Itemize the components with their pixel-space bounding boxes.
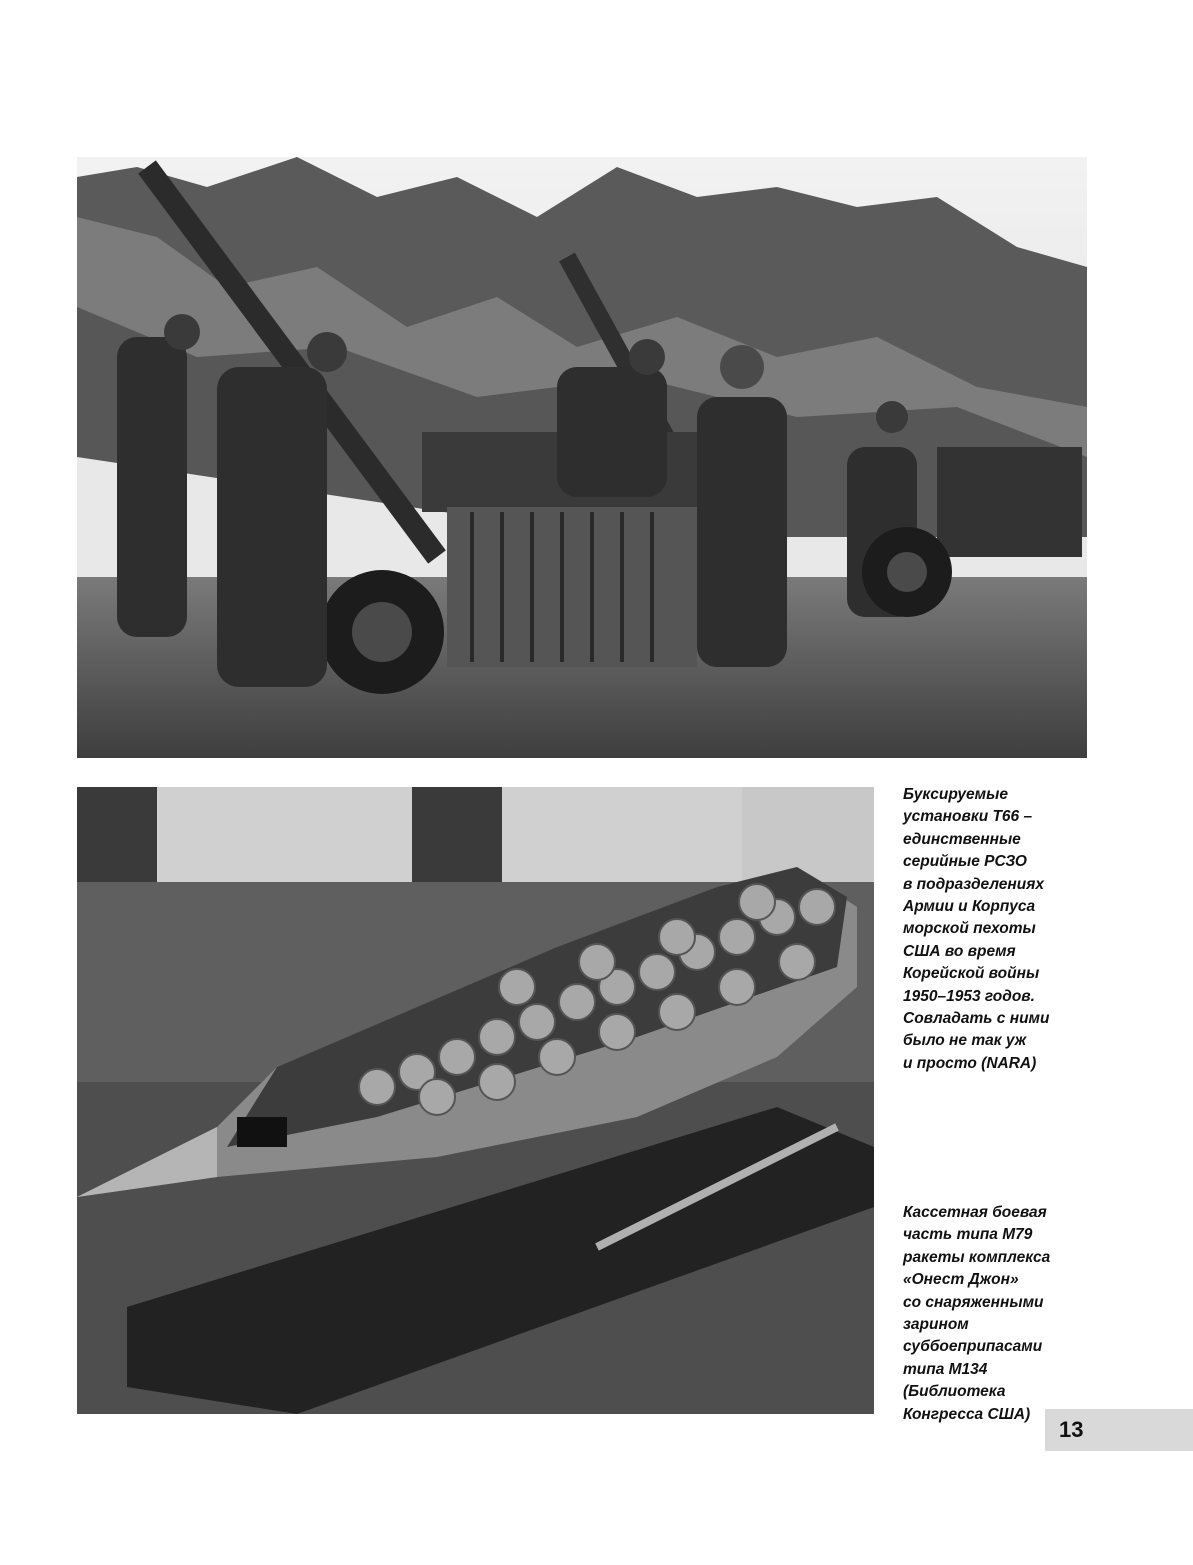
caption-line: (Библиотека [903,1383,1006,1401]
garage-door-right [742,787,874,882]
photo-t66-launchers [77,157,1087,758]
caption-line: «Онест Джон» [903,1271,1019,1289]
caption-line: Армии и Корпуса [903,898,1036,916]
caption-line: в подразделениях [903,875,1045,893]
caption-line: зарином [903,1316,969,1334]
caption-line: суббоеприпасами [903,1338,1043,1356]
caption-line: со снаряженными [903,1293,1044,1311]
caption-line: типа М134 [903,1360,988,1378]
caption-line: единственные [903,830,1021,848]
caption-line: 1950–1953 годов. [903,987,1035,1005]
caption-line: ракеты комплекса [903,1248,1051,1266]
caption-line: морской пехоты [903,920,1036,938]
caption-line: Совладать с ними [903,1010,1050,1028]
caption-line: Буксируемые [903,786,1008,803]
photo-t66-launchers-graphic [77,157,1087,758]
caption-line: и просто (NARA) [903,1054,1037,1072]
page-number: 13 [1059,1417,1084,1442]
caption-m79-warhead [903,1202,1093,1426]
brick-pillar-middle [412,787,502,887]
caption-t66-launchers [903,784,1093,1075]
caption-line: Конгресса США) [903,1405,1031,1423]
caption-line: США во время [903,942,1016,960]
caption-line: установки Т66 – [903,808,1033,826]
page-number-box [1045,1409,1193,1451]
photo-m79-warhead-graphic [77,787,874,1414]
garage-door-left [157,787,412,882]
photo-m79-warhead [77,787,874,1414]
caption-line: было не так уж [903,1032,1027,1050]
garage-door-middle [502,787,742,882]
caption-line: Кассетная боевая [903,1204,1047,1221]
caption-line: Корейской войны [903,965,1040,983]
brick-pillar-left [77,787,157,887]
caption-line: часть типа М79 [903,1226,1033,1244]
caption-line: серийные РСЗО [903,853,1027,871]
